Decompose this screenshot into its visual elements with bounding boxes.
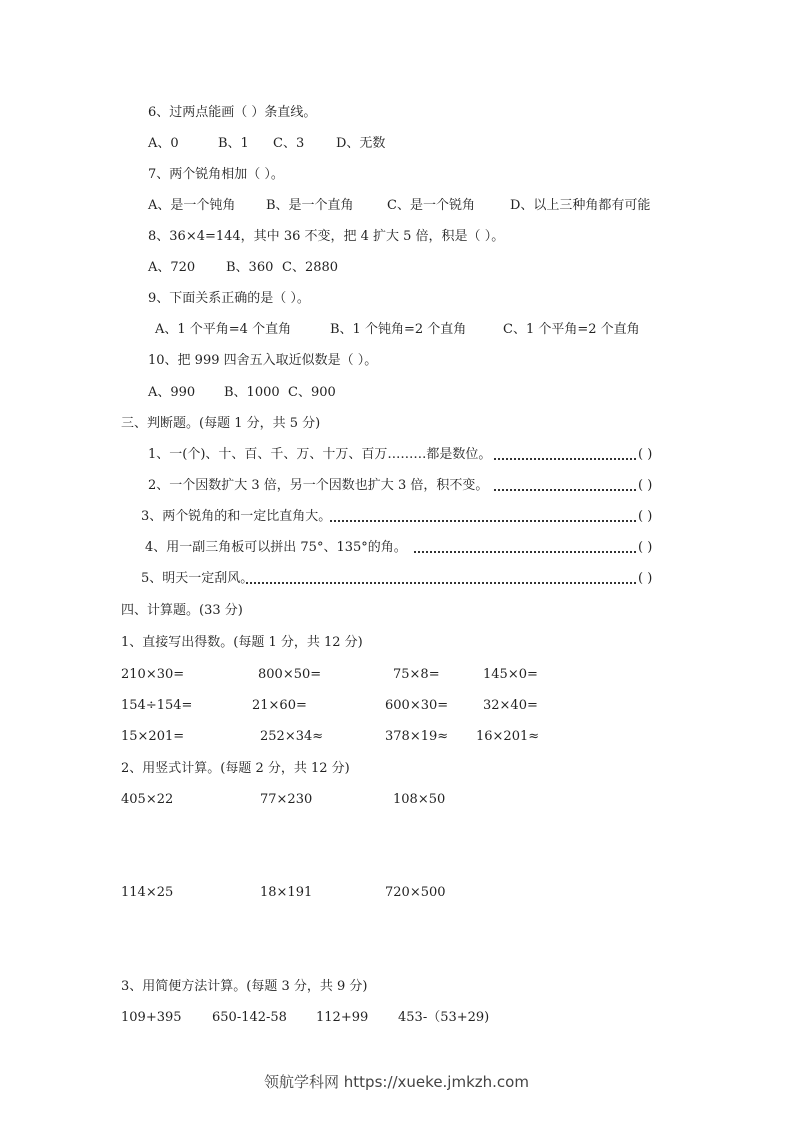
- leader-dots: [494, 489, 636, 491]
- q8-option-b: B、360: [226, 260, 274, 275]
- q10-option-a: A、990: [148, 385, 196, 400]
- question-9-stem: 9、下面关系正确的是（ ）。: [148, 291, 310, 306]
- mental-calc-item: 378×19≈: [385, 729, 449, 744]
- q6-option-d: D、无数: [336, 136, 386, 151]
- leader-dots: [414, 551, 636, 553]
- question-6-stem: 6、过两点能画（ ）条直线。: [148, 105, 317, 120]
- vertical-calc-item: 405×22: [121, 792, 174, 807]
- calc-part3-heading: 3、用简便方法计算。(每题 3 分，共 9 分): [121, 979, 368, 994]
- q9-option-c: C、1 个平角=2 个直角: [503, 322, 640, 337]
- mental-calc-item: 800×50=: [258, 667, 322, 682]
- q8-option-a: A、720: [148, 260, 196, 275]
- question-8-stem: 8、36×4=144，其中 36 不变，把 4 扩大 5 倍，积是（ ）。: [148, 229, 505, 244]
- q10-option-b: B、1000: [224, 385, 280, 400]
- calc-part2-heading: 2、用竖式计算。(每题 2 分，共 12 分): [121, 761, 350, 776]
- calc-part1-heading: 1、直接写出得数。(每题 1 分，共 12 分): [121, 635, 363, 650]
- question-7-stem: 7、两个锐角相加（ ）。: [148, 167, 284, 182]
- judge-item-2: 2、一个因数扩大 3 倍，另一个因数也扩大 3 倍，积不变。: [148, 478, 489, 493]
- leader-dots: [494, 458, 636, 460]
- q9-option-b: B、1 个钝角=2 个直角: [330, 322, 467, 337]
- vertical-calc-item: 108×50: [393, 792, 446, 807]
- mental-calc-item: 15×201=: [121, 729, 185, 744]
- section-calc-heading: 四、计算题。(33 分): [121, 603, 243, 618]
- section-judge-heading: 三、判断题。(每题 1 分，共 5 分): [121, 416, 321, 431]
- q6-option-a: A、0: [148, 136, 179, 151]
- mental-calc-item: 16×201≈: [476, 729, 540, 744]
- q6-option-b: B、1: [218, 136, 249, 151]
- q7-option-c: C、是一个锐角: [387, 198, 475, 213]
- judge-item-3: 3、两个锐角的和一定比直角大。: [141, 509, 332, 524]
- simplified-calc-item: 650-142-58: [212, 1010, 287, 1025]
- answer-paren: ( ): [638, 447, 653, 462]
- footer-watermark: 领航学科网 https://xueke.jmkzh.com: [264, 1073, 529, 1091]
- mental-calc-item: 600×30=: [385, 698, 449, 713]
- question-10-stem: 10、把 999 四舍五入取近似数是（ ）。: [148, 353, 378, 368]
- q8-option-c: C、2880: [282, 260, 339, 275]
- q6-option-c: C、3: [273, 136, 305, 151]
- answer-paren: ( ): [638, 540, 653, 555]
- mental-calc-item: 32×40=: [483, 698, 538, 713]
- vertical-calc-item: 77×230: [260, 792, 313, 807]
- simplified-calc-item: 109+395: [121, 1010, 182, 1025]
- vertical-calc-item: 18×191: [260, 885, 313, 900]
- answer-paren: ( ): [638, 478, 653, 493]
- answer-paren: ( ): [638, 571, 653, 586]
- q7-option-d: D、以上三种角都有可能: [510, 198, 651, 213]
- simplified-calc-item: 112+99: [316, 1010, 369, 1025]
- q7-option-a: A、是一个钝角: [148, 198, 236, 213]
- mental-calc-item: 252×34≈: [260, 729, 324, 744]
- answer-paren: ( ): [638, 509, 653, 524]
- judge-item-1: 1、一(个)、十、百、千、万、十万、百万………都是数位。: [148, 447, 492, 462]
- simplified-calc-item: 453-（53+29): [398, 1010, 490, 1025]
- mental-calc-item: 210×30=: [121, 667, 185, 682]
- leader-dots: [330, 520, 636, 522]
- leader-dots: [246, 582, 636, 584]
- q7-option-b: B、是一个直角: [266, 198, 354, 213]
- judge-item-5: 5、明天一定刮风。: [141, 571, 254, 586]
- mental-calc-item: 75×8=: [393, 667, 440, 682]
- vertical-calc-item: 720×500: [385, 885, 446, 900]
- judge-item-4: 4、用一副三角板可以拼出 75°、135°的角。: [145, 540, 407, 555]
- mental-calc-item: 21×60=: [252, 698, 307, 713]
- q10-option-c: C、900: [288, 385, 336, 400]
- mental-calc-item: 145×0=: [483, 667, 538, 682]
- vertical-calc-item: 114×25: [121, 885, 174, 900]
- q9-option-a: A、1 个平角=4 个直角: [155, 322, 292, 337]
- mental-calc-item: 154÷154=: [121, 698, 193, 713]
